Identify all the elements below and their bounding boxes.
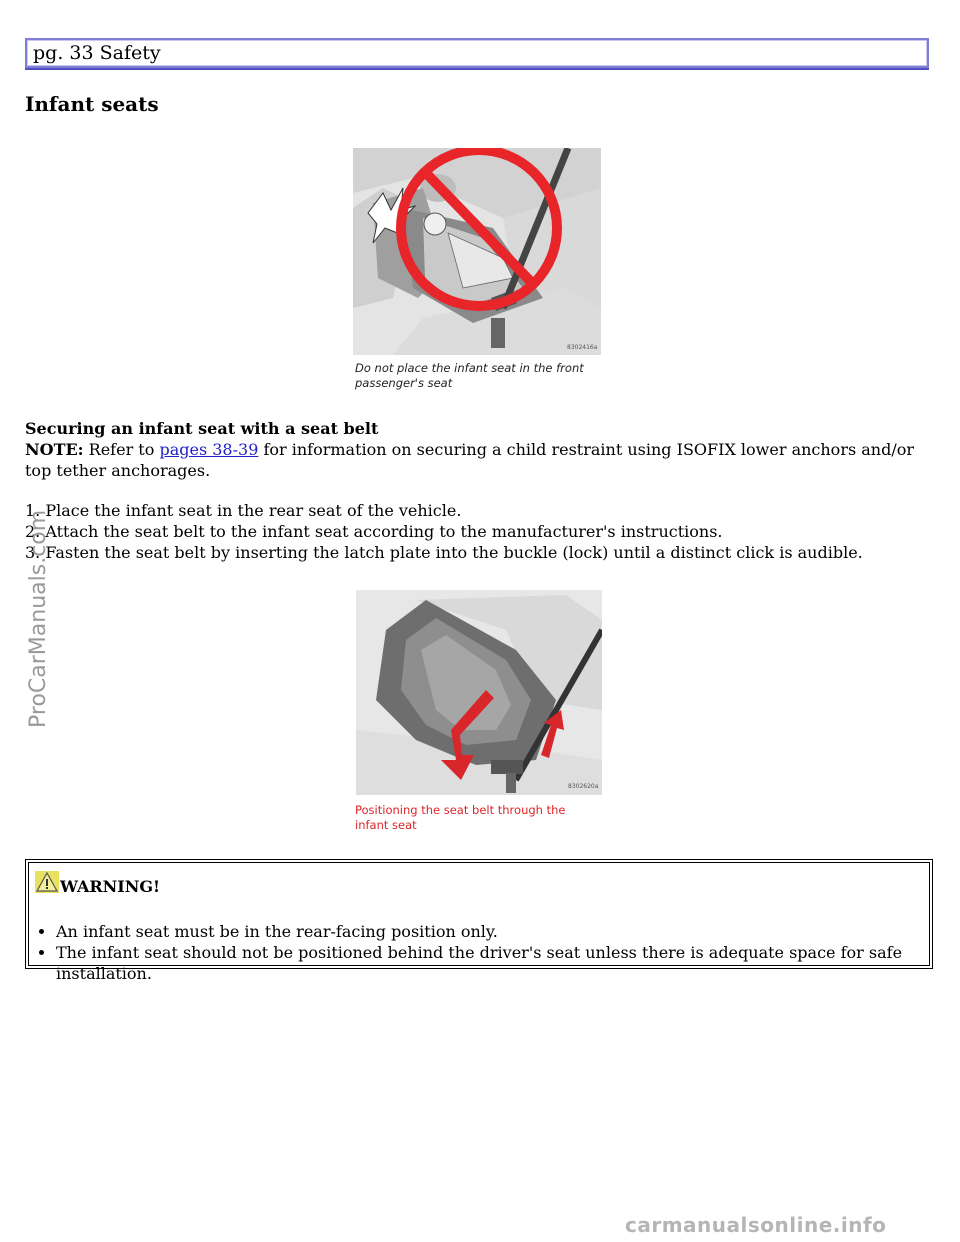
step-2: 2. Attach the seat belt to the infant seat according to the manufacturer's instructions. (25, 522, 723, 541)
figure-code: 8302416a (567, 344, 598, 351)
bottom-watermark: carmanualsonline.info (625, 1213, 887, 1237)
pages-link[interactable]: pages 38-39 (159, 440, 259, 459)
warning-inner (28, 862, 930, 983)
warning-triangle-icon (35, 871, 59, 893)
securing-heading: Securing an infant seat with a seat belt (25, 419, 379, 438)
figure-front-seat-prohibited (353, 148, 601, 355)
section-title: Infant seats (25, 92, 159, 116)
figure-code: 8302620a (568, 783, 599, 790)
figure-caption-2: Positioning the seat belt through the infant seat (355, 803, 566, 832)
figure-belt-positioning (356, 590, 602, 795)
securing-section (25, 418, 925, 563)
side-watermark: ProCarManuals.com (26, 509, 51, 728)
note-text-pre: Refer to (83, 440, 160, 459)
page-label: pg. 33 Safety (33, 42, 161, 64)
belt-positioning-illustration (356, 590, 602, 795)
page-header (25, 38, 929, 68)
note-text-post: for information on securing a child restraint using ISOFIX lower anchors and/or top tether anchorages. (25, 440, 915, 480)
warning-item: • An infant seat must be in the rear-facing position only. (56, 921, 929, 942)
warning-item: • The infant seat should not be positioned behind the driver's seat unless there is adequate space for safe installation. (56, 942, 929, 984)
step-3: 3. Fasten the seat belt by inserting the latch plate into the buckle (lock) until a distinct click is audible. (25, 543, 863, 562)
warning-box (25, 859, 933, 983)
step-1: 1. Place the infant seat in the rear seat of the vehicle. (25, 501, 462, 520)
infant-seat-front-illustration (353, 148, 601, 355)
note-label: NOTE: (25, 440, 84, 459)
warning-list (29, 921, 929, 984)
figure-caption-1: Do not place the infant seat in the front passenger's seat (355, 361, 584, 390)
note-paragraph (25, 439, 925, 481)
warning-title: WARNING! (60, 877, 161, 896)
